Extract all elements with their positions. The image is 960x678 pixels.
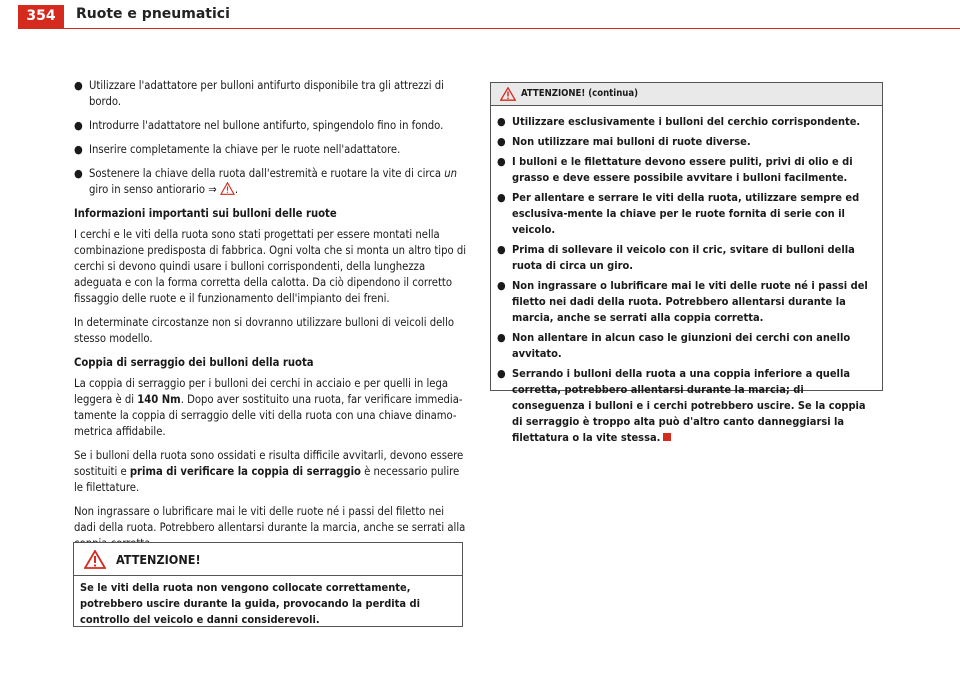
section-end-icon: [663, 433, 671, 441]
list-item: ● I bulloni e le filettature devono essere puliti, privi di olio e di grasso e deve essere possibile avvitare i bulloni facilmente.: [497, 155, 853, 184]
bullet-icon: ●: [74, 143, 83, 156]
section-heading: Informazioni importanti sui bulloni delle ruote: [74, 207, 337, 220]
list-item: ● Non allentare in alcun caso le giunzioni dei cerchi con anello avvitato.: [497, 331, 851, 360]
list-item: ● Utilizzare l'adattatore per bulloni antifurto disponibile tra gli attrezzi di bordo.: [74, 79, 444, 108]
paragraph: I cerchi e le viti della ruota sono stati progettati per essere montati nella combinazione predisposta di fabbrica. Ogni volta che si monta un altro tipo di cerchi si devono quindi usare i bulloni corrispondenti, della lunghezza adeguata e con la forma corretta della calotta. Da ciò dipendono il corretto fissaggio delle ruote e il funzionamento dell'impianto dei freni.: [74, 228, 467, 305]
list-item: ● Non utilizzare mai bulloni di ruote diverse.: [497, 135, 751, 148]
list-item: ● Non ingrassare o lubrificare mai le viti delle ruote né i passi del filetto nei dadi della ruota. Potrebbero allentarsi durante la marcia, anche se serrati alla coppia corretta.: [497, 279, 868, 324]
warning-title-bar: [74, 543, 462, 576]
list-item: ● Prima di sollevare il veicolo con il cric, svitare di bulloni della ruota di circa un giro.: [497, 243, 855, 272]
warning-box: [73, 542, 463, 627]
warning-title: ATTENZIONE! (continua): [521, 88, 639, 99]
warning-body: [491, 106, 882, 446]
warning-icon: [84, 550, 106, 569]
bullet-icon: ●: [497, 191, 506, 204]
warning-title: ATTENZIONE!: [116, 552, 201, 567]
page-number: 354: [18, 5, 64, 28]
list-item: ● Inserire completamente la chiave per le ruote nell'adattatore.: [74, 143, 401, 156]
paragraph: In determinate circostanze non si dovranno utilizzare bulloni di veicoli dello stesso modello.: [74, 316, 455, 345]
warning-title-bar: [491, 83, 882, 106]
section-heading: Coppia di serraggio dei bulloni della ruota: [74, 356, 314, 369]
paragraph: Non ingrassare o lubrificare mai le viti delle ruote né i passi del filetto nei dadi della ruota. Potrebbero allentarsi durante la marcia, anche se serrati alla: [74, 505, 466, 534]
list-item: ● Per allentare e serrare le viti della ruota, utilizzare sempre ed esclusiva-mente la chiave per le ruote fornita di serie con il veicolo.: [497, 191, 860, 236]
bullet-icon: ●: [497, 135, 506, 148]
bullet-icon: ●: [497, 115, 506, 128]
bullet-icon: ●: [74, 79, 83, 92]
warning-continued-box: [490, 82, 883, 444]
bullet-icon: ●: [497, 331, 506, 344]
bullet-icon: ●: [497, 243, 506, 256]
list-item: ● Utilizzare esclusivamente i bulloni del cerchio corrispondente.: [497, 115, 861, 128]
page-header: [0, 0, 960, 30]
bullet-icon: ●: [497, 155, 506, 168]
paragraph: La coppia di serraggio per i bulloni dei cerchi in acciaio e per quelli in lega leggera è di 140 Nm. Dopo aver sostituito una ruota, far verificare immedia-tamente la coppia di serraggio delle viti della ruota con una chiave dinamo-metrica affidabile.: [74, 377, 463, 438]
warning-body: Se le viti della ruota non vengono collocate correttamente, potrebbero uscire durante la guida, provocando la perdita di controllo del veicolo e danni considerevoli.: [80, 581, 420, 626]
header-rule: [18, 28, 960, 29]
bullet-icon: ●: [74, 119, 83, 132]
left-column: [74, 78, 466, 560]
list-item: ● Sostenere la chiave della ruota dall'estremità e ruotare la vite di circa un giro in senso antiorario ⇒ .: [74, 167, 457, 196]
bullet-icon: ●: [497, 279, 506, 292]
paragraph: Se i bulloni della ruota sono ossidati e risulta difficile avvitarli, devono essere sostituiti e prima di verificare la coppia di serraggio è necessario pulire le filettature.: [74, 449, 464, 494]
bullet-icon: ●: [74, 167, 83, 180]
bullet-icon: ●: [497, 367, 506, 380]
page-title: Ruote e pneumatici: [76, 6, 230, 22]
warning-icon: [500, 87, 516, 101]
list-item: ● Introdurre l'adattatore nel bullone antifurto, spingendolo fino in fondo.: [74, 119, 444, 132]
list-item: ● Serrando i bulloni della ruota a una coppia inferiore a quella corretta, potrebbero allentarsi durante la marcia; di conseguenza i bulloni e i cerchi potrebbero uscire. Se la coppia di serraggio è troppo alta può d'altro canto danneggiarsi la filettatura o la vite stessa.: [497, 367, 866, 444]
warning-reference-icon[interactable]: [220, 182, 235, 195]
